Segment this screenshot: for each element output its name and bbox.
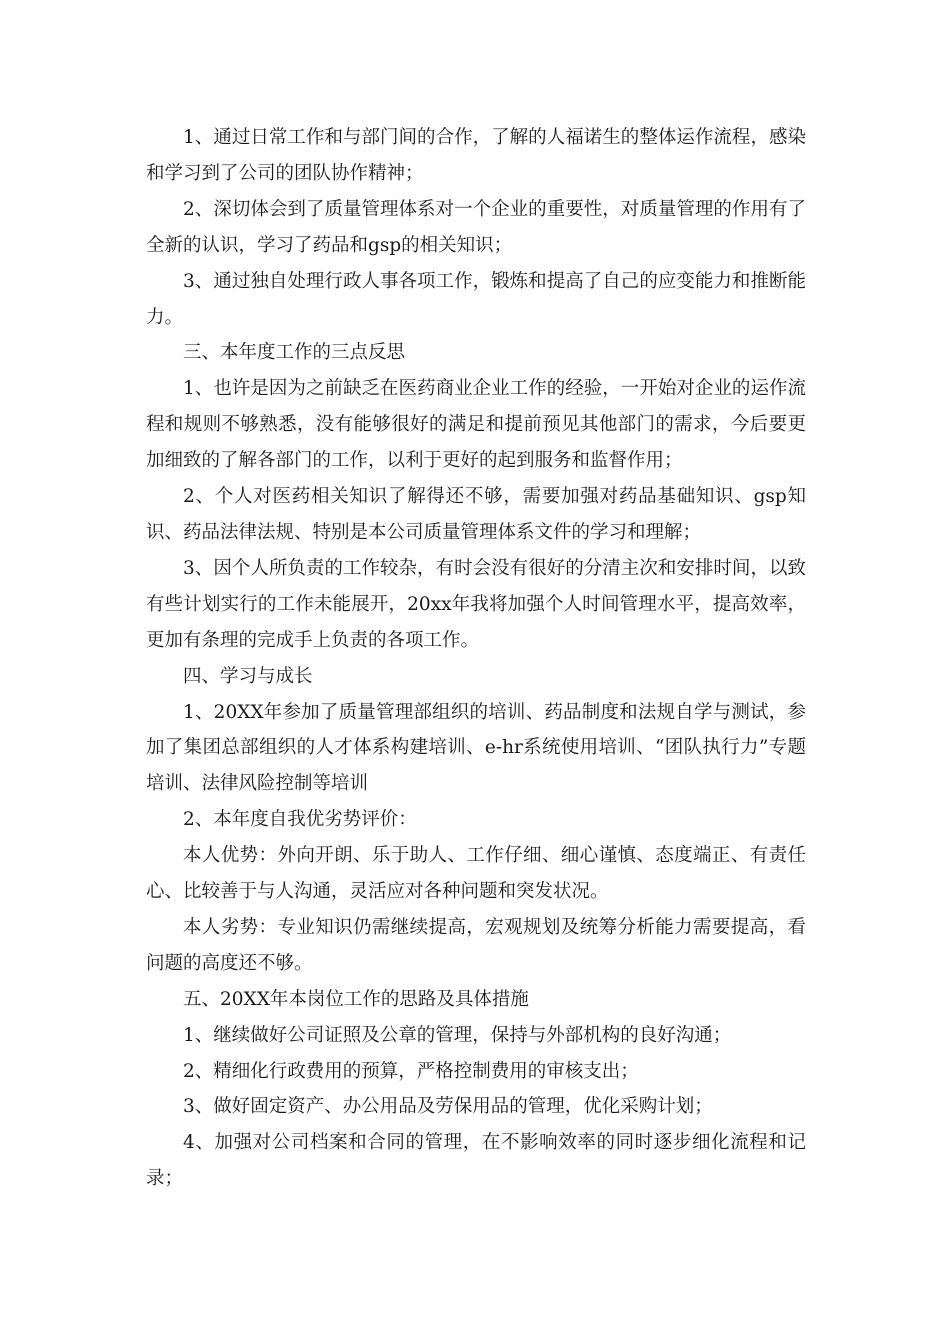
paragraph-summary-1: 1、通过日常工作和与部门间的合作，了解的人福诺生的整体运作流程，感染和学习到了公司的团队协作精神；	[146, 127, 806, 184]
paragraph-learning-2: 2、本年度自我优劣势评价：	[183, 809, 417, 831]
document-body	[146, 120, 806, 1197]
section-heading-plan: 五、20XX年本岗位工作的思路及具体措施	[183, 988, 529, 1010]
paragraph-reflection-2: 2、个人对医药相关知识了解得还不够，需要加强对药品基础知识、gsp知识、药品法律法规、特别是本公司质量管理体系文件的学习和理解；	[146, 486, 806, 543]
paragraph-reflection-3: 3、因个人所负责的工作较杂，有时会没有很好的分清主次和安排时间，以致有些计划实行的工作未能展开，20xx年我将加强个人时间管理水平，提高效率，更加有条理的完成手上负责的各项工作。	[146, 557, 806, 651]
paragraph-plan-3: 3、做好固定资产、办公用品及劳保用品的管理，优化采购计划；	[183, 1096, 713, 1118]
paragraph-summary-3: 3、通过独自处理行政人事各项工作，锻炼和提高了自己的应变能力和推断能力。	[146, 270, 806, 328]
section-heading-reflection: 三、本年度工作的三点反思	[183, 342, 406, 364]
paragraph-learning-1: 1、20XX年参加了质量管理部组织的培训、药品制度和法规自学与测试，参加了集团总部组织的人才体系构建培训、e-hr系统使用培训、“团队执行力”专题培训、法律风险控制等培训	[146, 701, 806, 795]
section-heading-learning: 四、学习与成长	[183, 665, 313, 687]
paragraph-reflection-1: 1、也许是因为之前缺乏在医药商业企业工作的经验，一开始对企业的运作流程和规则不够熟悉，没有能够很好的满足和提前预见其他部门的需求，今后要更加细致的了解各部门的工作，以利于更好的起到服务和监督作用；	[146, 378, 806, 472]
paragraph-weaknesses: 本人劣势：专业知识仍需继续提高，宏观规划及统筹分析能力需要提高，看问题的高度还不够。	[146, 916, 806, 974]
paragraph-strengths: 本人优势：外向开朗、乐于助人、工作仔细、细心谨慎、态度端正、有责任心、比较善于与人沟通，灵活应对各种问题和突发状况。	[146, 845, 806, 903]
paragraph-plan-1: 1、继续做好公司证照及公章的管理，保持与外部机构的良好沟通；	[183, 1024, 732, 1046]
paragraph-plan-2: 2、精细化行政费用的预算，严格控制费用的审核支出；	[183, 1060, 639, 1082]
paragraph-plan-4: 4、加强对公司档案和合同的管理，在不影响效率的同时逐步细化流程和记录；	[146, 1132, 806, 1190]
paragraph-summary-2: 2、深切体会到了质量管理体系对一个企业的重要性，对质量管理的作用有了全新的认识，学习了药品和gsp的相关知识；	[146, 198, 806, 256]
